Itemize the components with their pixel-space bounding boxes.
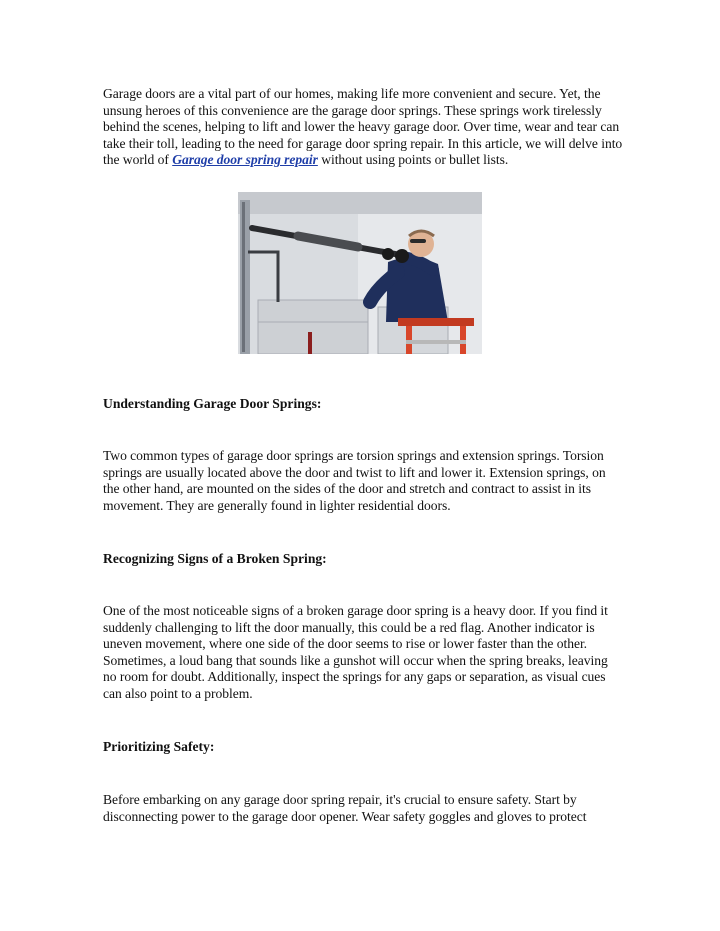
intro-section xyxy=(103,86,623,169)
section-signs-body xyxy=(103,603,623,703)
section-paragraph-safety: Before embarking on any garage door spring repair, it's crucial to ensure safety. Start by disconnecting power to the garage door opener. Wear safety goggles and gloves to protect xyxy=(103,792,587,824)
intro-text-before-link: Garage doors are a vital part of our homes, making life more convenient and secure. Yet, the unsung heroes of this convenience are the garage door springs. These springs work tirelessly behind the scenes, helping to lift and lower the heavy garage door. Over time, wear and tear can take their toll, leading to the need for garage door spring repair. In this article, we will delve into the world of xyxy=(103,86,623,168)
section-heading-understanding: Understanding Garage Door Springs: xyxy=(103,396,322,411)
ceiling xyxy=(238,192,482,214)
section-understanding xyxy=(103,396,623,413)
section-understanding-body xyxy=(103,448,623,514)
section-paragraph-understanding: Two common types of garage door springs are torsion springs and extension springs. Torsion springs are usually located above the door and twist to lift and lower it. Extension springs, on the other hand, are mounted on the sides of the door and stretch and contract to assist in its movement. They are generally found in lighter residential doors. xyxy=(103,448,606,513)
garage-spring-repair-photo xyxy=(238,192,482,354)
section-safety xyxy=(103,739,623,756)
ladder-leg-right xyxy=(460,322,466,354)
photo-illustration xyxy=(238,192,482,354)
glove-right xyxy=(395,249,409,263)
section-safety-body xyxy=(103,792,623,825)
intro-text-after-link: without using points or bullet lists. xyxy=(317,152,509,168)
tool-handle xyxy=(308,332,312,354)
section-heading-signs: Recognizing Signs of a Broken Spring: xyxy=(103,551,327,566)
safety-glasses xyxy=(410,239,426,243)
ladder-top xyxy=(398,318,474,326)
section-heading-safety: Prioritizing Safety: xyxy=(103,739,215,754)
ladder-leg-left xyxy=(406,322,412,354)
section-signs xyxy=(103,551,623,568)
garage-door-panel xyxy=(258,300,368,354)
glove-left xyxy=(382,248,394,260)
intro-paragraph xyxy=(103,86,623,169)
section-paragraph-signs: One of the most noticeable signs of a broken garage door spring is a heavy door. If you find it suddenly challenging to lift the door manually, this could be a red flag. Another indicator is uneven movement, where one side of the door seems to rise or lower faster than the other. Sometimes, a loud bang that sounds like a gunshot will occur when the spring breaks, leaving no room for doubt. Additionally, inspect the springs for any gaps or separation, as visual cues can also point to a problem. xyxy=(103,603,608,701)
garage-door-spring-repair-link[interactable]: Garage door spring repair xyxy=(172,152,318,168)
